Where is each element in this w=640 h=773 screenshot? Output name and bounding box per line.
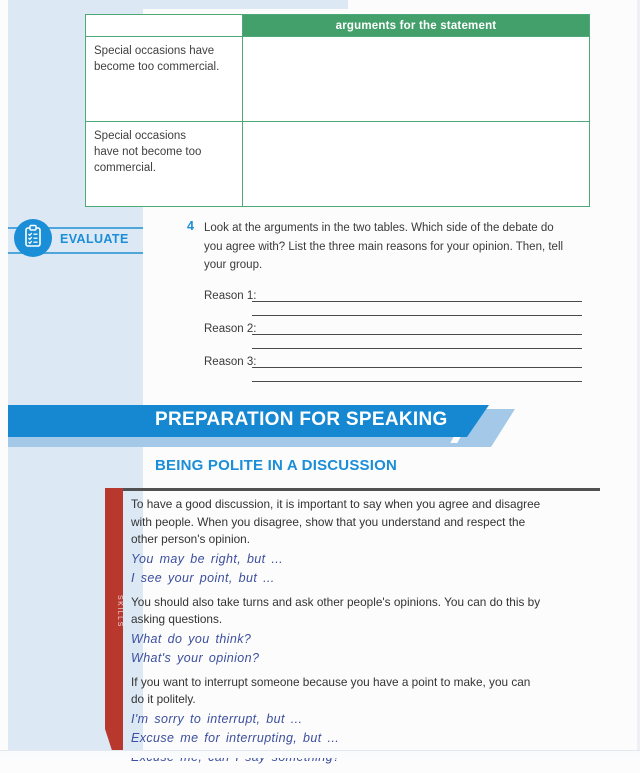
skills-text-line: asking questions.	[131, 612, 223, 626]
section-heading: BEING POLITE IN A DISCUSSION	[155, 457, 398, 474]
reason-3-answer-line[interactable]	[252, 367, 582, 368]
statement-line: Special occasions	[94, 130, 187, 142]
reason-1-answer-line-2[interactable]	[252, 315, 582, 316]
example-phrase: Excuse me for interrupting, but ...	[131, 730, 340, 745]
reason-2-label: Reason 2:	[204, 323, 257, 335]
example-phrase: What do you think?	[131, 631, 252, 646]
exercise-instruction	[204, 219, 563, 275]
instruction-line: your group.	[204, 259, 263, 271]
skills-paragraph	[131, 496, 599, 549]
instruction-line: you agree with? List the three main reasons for your opinion. Then, tell	[204, 240, 564, 253]
statement-line: Special occasions have	[94, 45, 215, 57]
table-row	[86, 36, 589, 122]
reason-3-label: Reason 3:	[204, 356, 257, 368]
skills-paragraph	[131, 594, 599, 629]
example-phrase: I'm sorry to interrupt, but ...	[131, 711, 303, 726]
exercise-number: 4	[187, 219, 194, 233]
example-phrase: You may be right, but ...	[131, 551, 284, 566]
table-header-row	[86, 15, 589, 36]
skills-text-line: with people. When you disagree, show that you understand and respect the	[131, 514, 526, 529]
skills-text-line: To have a good discussion, it is important to say when you agree and disagree	[131, 497, 541, 511]
statement-line: become too commercial.	[94, 61, 220, 73]
example-phrases	[131, 550, 599, 588]
skills-tab-label: SKILLS	[116, 595, 123, 628]
skills-box-top-rule	[122, 488, 600, 491]
skills-text-line: other person's opinion.	[131, 532, 250, 546]
instruction-line: Look at the arguments in the two tables. Which side of the debate do	[204, 222, 554, 234]
skills-box-content	[131, 496, 599, 773]
evaluate-label: EVALUATE	[60, 232, 129, 246]
table-row	[86, 122, 589, 206]
top-margin-band	[8, 0, 348, 9]
reason-2-answer-line-2[interactable]	[252, 348, 582, 349]
skills-paragraph	[131, 674, 599, 709]
statement-line: have not become too	[94, 146, 202, 158]
arguments-answer-cell[interactable]	[243, 122, 589, 206]
evaluate-badge	[14, 219, 52, 257]
statement-cell	[86, 36, 243, 121]
arguments-table	[85, 14, 590, 207]
table-header-cell: arguments for the statement	[243, 15, 589, 36]
example-phrase: I see your point, but ...	[131, 570, 275, 585]
arguments-answer-cell[interactable]	[243, 36, 589, 121]
skills-text-line: do it politely.	[131, 692, 196, 706]
clipboard-check-icon	[22, 224, 44, 253]
reason-1-label: Reason 1:	[204, 290, 257, 302]
reason-3-answer-line-2[interactable]	[252, 381, 582, 382]
skills-text-line: If you want to interrupt someone because you have a point to make, you can	[131, 674, 531, 689]
statement-line: commercial.	[94, 162, 156, 174]
table-header-empty-cell	[86, 15, 243, 36]
statement-cell	[86, 122, 243, 206]
reason-2-answer-line[interactable]	[252, 334, 582, 335]
banner-title: PREPARATION FOR SPEAKING	[155, 409, 448, 430]
skills-text-line: You should also take turns and ask other people's opinions. You can do this by	[131, 594, 541, 609]
example-phrases	[131, 630, 599, 668]
example-phrase: What's your opinion?	[131, 650, 260, 665]
reason-1-answer-line[interactable]	[252, 301, 582, 302]
